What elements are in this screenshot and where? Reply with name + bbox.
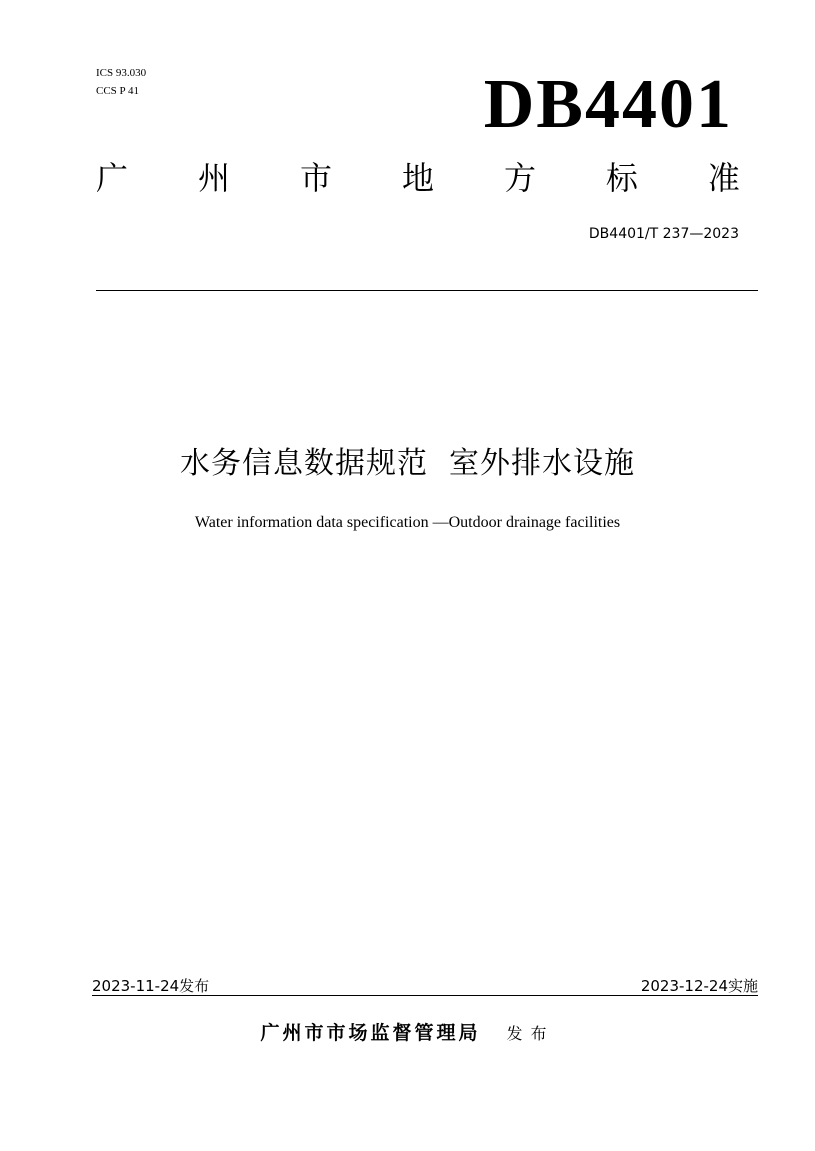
standard-type-char: 标	[605, 159, 638, 197]
standard-number: DB4401/T 237—2023	[588, 226, 739, 242]
document-title-english: Water information data specification —Outdoor drainage facilities	[194, 514, 621, 531]
issuer-verb: 发布	[506, 1024, 555, 1043]
issuer-organization: 广州市市场监督管理局	[260, 1022, 481, 1044]
issue-date: 2023-11-24发布	[92, 977, 210, 995]
standard-type-char: 市	[299, 159, 332, 197]
issuing-authority	[0, 1020, 815, 1047]
document-title-chinese: 水务信息数据规范 室外排水设施	[179, 446, 636, 481]
standard-code-logo: DB4401	[483, 66, 733, 143]
standard-type-heading	[96, 156, 740, 200]
bottom-divider	[92, 995, 758, 996]
ccs-code: CCS P 41	[96, 85, 140, 97]
standard-type-char: 地	[401, 159, 434, 197]
implementation-date: 2023-12-24实施	[640, 977, 758, 995]
standard-type-char: 准	[707, 159, 740, 197]
top-divider	[96, 290, 758, 291]
ics-code: ICS 93.030	[96, 67, 147, 79]
standard-type-char: 方	[503, 159, 536, 197]
standard-type-char: 州	[197, 159, 230, 197]
standard-type-char: 广	[96, 159, 129, 197]
classification-codes	[96, 64, 146, 100]
